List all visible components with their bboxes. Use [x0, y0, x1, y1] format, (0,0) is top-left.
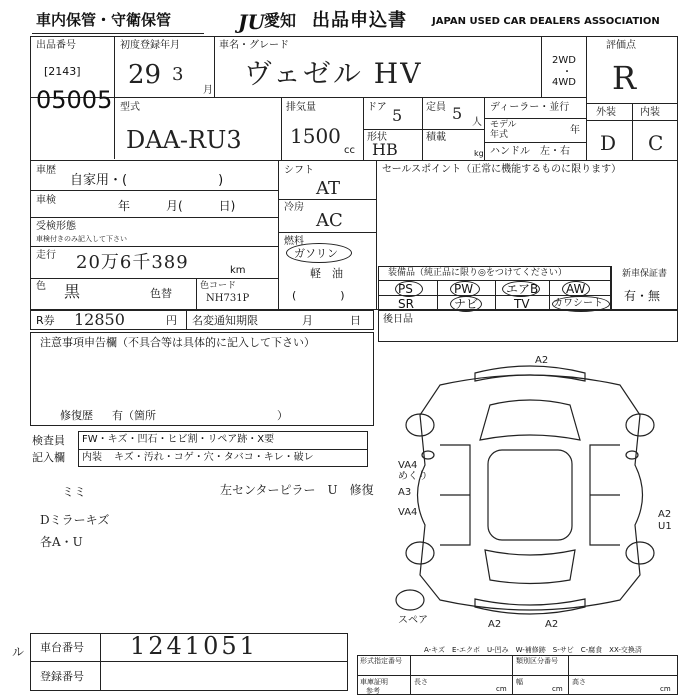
- load-unit: kg: [474, 149, 484, 158]
- repair-value: 有（箇所 ）: [112, 409, 288, 422]
- mileage-value: 20万6千389: [76, 252, 189, 273]
- type-value: DAA-RU3: [126, 126, 242, 154]
- car-label: 車名・グレード: [219, 40, 289, 51]
- diag-label-rear1: A2: [488, 619, 502, 630]
- diag-label-spare: スペア: [398, 615, 428, 626]
- margin-mark: ル: [12, 645, 25, 659]
- note-1: ミミ: [62, 485, 87, 499]
- exterior-grade: D: [600, 131, 617, 155]
- note-3: Dミラーキズ: [40, 513, 110, 527]
- notes-label: 注意事項申告欄（不具合等は具体的に記入して下さい）: [40, 336, 315, 349]
- dealer-year-unit: 年: [570, 125, 580, 136]
- color-value: 黒: [64, 282, 81, 301]
- org-name: 愛知: [264, 11, 297, 30]
- note-4: 各A・U: [40, 535, 83, 549]
- spec-ref-label: 参考: [366, 687, 380, 695]
- capacity-unit: 人: [472, 117, 482, 128]
- diag-label-va4b: VA4: [398, 507, 418, 518]
- spec-garage-label: 車庫証明: [360, 678, 388, 686]
- inspection-value: 年 月( 日): [118, 199, 236, 213]
- shift-label: シフト: [284, 165, 314, 176]
- damage-legend: A-キズ E-エクボ U-凹み W-補修跡 S-サビ C-腐食 XX-交換済: [424, 646, 642, 654]
- reg-number-label: 登録番号: [40, 670, 84, 683]
- mileage-unit: km: [230, 265, 246, 276]
- reg-month: 3: [172, 64, 184, 85]
- engine-unit: cc: [344, 145, 355, 156]
- name-change-label: 名変通知期限: [192, 314, 258, 327]
- engine-label: 排気量: [286, 102, 316, 113]
- warranty-label: 新車保証書: [622, 269, 668, 279]
- equip-ps: PS: [398, 282, 413, 296]
- reg-label: 初度登録年月: [120, 40, 180, 51]
- spec-length-unit: cm: [496, 685, 507, 693]
- equip-sr: SR: [398, 297, 414, 311]
- diag-label-va4a: VA4: [398, 460, 418, 471]
- name-change-day: 日: [350, 314, 361, 327]
- chassis-value: 1241051: [130, 632, 258, 660]
- drive-dot: ・: [562, 67, 572, 78]
- dealer-handle: ハンドル 左・右: [490, 146, 570, 157]
- equip-pw: PW: [454, 282, 474, 296]
- rear-items-box: [378, 310, 678, 342]
- equip-aw: AW: [566, 282, 586, 296]
- repair-label: 修復歴: [60, 409, 93, 422]
- warranty-value: 有・無: [624, 289, 661, 303]
- equip-navi: ナビ: [454, 297, 479, 311]
- dealer-model: モデル: [490, 120, 517, 130]
- color-code-value: NH731P: [206, 293, 250, 304]
- ac-value: AC: [316, 210, 343, 231]
- spec-width-label: 幅: [516, 678, 523, 686]
- spec-width-unit: cm: [552, 685, 563, 693]
- capacity-value: 5: [452, 104, 463, 123]
- color-code-label: 色コード: [200, 281, 237, 291]
- receive-label: 受検形態: [36, 221, 76, 232]
- chassis-label: 車台番号: [40, 641, 84, 654]
- receive-note: 車検付きのみ記入して下さい: [36, 235, 127, 243]
- recycle-unit: 円: [166, 314, 177, 327]
- inspector-row2: キズ・汚れ・コゲ・穴・タバコ・キレ・破レ: [114, 452, 314, 463]
- car-name: ヴェゼル HV: [244, 57, 423, 90]
- sales-label: セールスポイント（正常に機能するものに限ります）: [382, 164, 622, 175]
- diag-label-rear2: A2: [545, 619, 559, 630]
- rating-value: R: [612, 59, 637, 97]
- inspector-row2-label: 内装: [82, 452, 102, 463]
- color-label: 色: [36, 281, 46, 292]
- document-title-en: JAPAN USED CAR DEALERS ASSOCIATION: [432, 16, 660, 27]
- diag-label-a3: A3: [398, 487, 412, 498]
- equip-airbag: エアB: [506, 282, 539, 296]
- spec-height-label: 高さ: [572, 678, 586, 686]
- mileage-label: 走行: [36, 250, 56, 261]
- diag-label-right2: U1: [658, 521, 672, 532]
- color-change-label: 色替: [150, 287, 172, 300]
- dealer-row1: ディーラー・並行: [490, 102, 570, 113]
- capacity-label: 定員: [426, 102, 446, 113]
- storage-title: 車内保管・守衛保管: [36, 11, 172, 29]
- drive-2wd: 2WD: [552, 55, 576, 66]
- lot-number: 05005: [36, 86, 113, 114]
- recycle-value: 12850: [74, 310, 125, 329]
- document-title: 出品申込書: [312, 10, 407, 31]
- interior-label: 内装: [640, 107, 660, 118]
- equipment-label: 装備品（純正品に限り◎をつけてください）: [388, 268, 567, 278]
- spec-class-label: 類別区分番号: [516, 657, 558, 665]
- fuel-value: ガソリン: [294, 247, 338, 260]
- spec-height-unit: cm: [660, 685, 671, 693]
- reg-month-unit: 月: [203, 85, 213, 96]
- fuel-other: ( ): [292, 289, 345, 302]
- shift-value: AT: [316, 178, 341, 199]
- lot-label: 出品番号: [36, 40, 76, 51]
- diag-label-right1: A2: [658, 509, 672, 520]
- doors-value: 5: [392, 106, 403, 125]
- inspector-label1: 検査員: [32, 434, 65, 447]
- recycle-label: R券: [36, 314, 55, 327]
- history-value: 自家用・( ): [70, 173, 224, 188]
- engine-value: 1500: [290, 124, 341, 148]
- drive-4wd: 4WD: [552, 77, 576, 88]
- fuel-diesel: 軽 油: [310, 267, 343, 280]
- spec-length-label: 長さ: [414, 678, 428, 686]
- inspector-label2: 記入欄: [32, 451, 65, 464]
- equip-tv: TV: [514, 297, 530, 311]
- inspection-label: 車検: [36, 195, 56, 206]
- reg-year: 29: [128, 60, 162, 90]
- note-2: 左センターピラー U 修復: [220, 483, 374, 497]
- shape-value: HB: [372, 140, 398, 159]
- shape-label: 形状: [367, 132, 387, 143]
- history-label: 車歴: [36, 165, 56, 176]
- load-label: 積載: [426, 132, 446, 143]
- equip-seat: カワシート: [553, 298, 603, 309]
- spec-type-label: 形式指定番号: [360, 657, 402, 665]
- exterior-label: 外装: [596, 107, 616, 118]
- lot-sub: [2143]: [44, 65, 81, 78]
- diag-label-mekuri: めくり: [398, 471, 428, 482]
- rear-items-label: 後日品: [383, 314, 413, 325]
- fuel-label: 燃料: [284, 236, 304, 247]
- doors-label: ドア: [367, 102, 387, 113]
- car-diagram: [380, 345, 680, 635]
- interior-grade: C: [648, 131, 664, 155]
- ju-logo: JU: [238, 10, 265, 34]
- diag-label-front: A2: [535, 355, 549, 366]
- rating-label: 評価点: [606, 40, 636, 51]
- ac-label: 冷房: [284, 202, 304, 213]
- inspector-row1: FW・キズ・凹石・ヒビ割・リペア跡・X要: [82, 434, 275, 445]
- name-change-month: 月: [302, 314, 313, 327]
- dealer-year: 年式: [490, 130, 509, 140]
- type-label: 型式: [120, 102, 140, 113]
